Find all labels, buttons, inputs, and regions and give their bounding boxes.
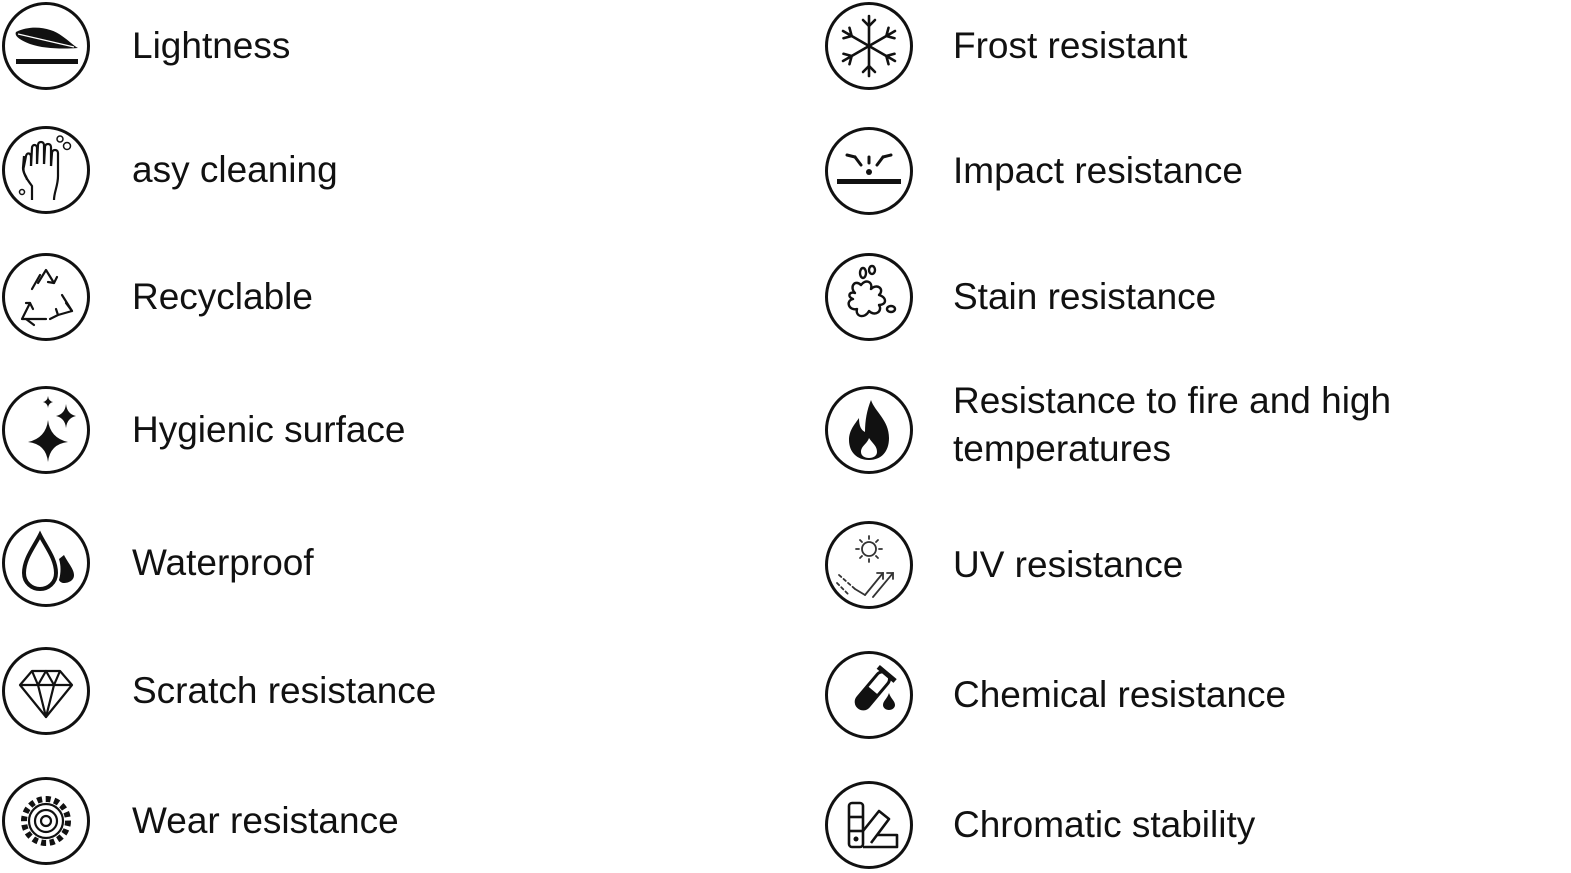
feature-chemical-resistance [825,651,1286,739]
feature-stain-resistance [825,253,1216,341]
test-tube-icon [825,651,913,739]
feature-hygienic-surface [2,386,406,474]
feature-recyclable [2,253,313,341]
feature-uv-resistance [825,521,1183,609]
feature-fire-resistance [825,376,1473,474]
feature-impact-resistance [825,127,1243,215]
feature-frost-resistant [825,2,1187,90]
gear-icon [2,777,90,865]
feature-label: Lightness [132,25,291,66]
uv-sun-icon [825,521,913,609]
diamond-icon [2,647,90,735]
recycle-icon [2,253,90,341]
water-drops-icon [2,519,90,607]
hand-cleaning-icon [2,126,90,214]
feature-label: Chemical resistance [953,674,1287,715]
feature-label: Frost resistant [953,25,1188,66]
sparkles-icon [2,386,90,474]
color-swatch-icon [825,781,913,869]
feature-label: Stain resistance [953,276,1217,317]
feature-label: Wear resistance [132,800,399,841]
stain-splash-icon [825,253,913,341]
feature-label: asy cleaning [132,149,338,190]
feature-label: Impact resistance [953,150,1243,191]
feature-label: Resistance to fire and high temperatures [953,380,1392,469]
feature-label: Hygienic surface [132,409,406,450]
feature-label: Chromatic stability [953,804,1256,845]
feature-label: Recyclable [132,276,313,317]
feature-lightness [2,2,290,90]
feature-wear-resistance [2,777,399,865]
feature-label: UV resistance [953,544,1184,585]
feature-easy-cleaning [2,126,338,214]
feature-chromatic-stability [825,781,1255,869]
impact-icon [825,127,913,215]
feature-waterproof [2,519,314,607]
feature-label: Scratch resistance [132,670,437,711]
feature-label: Waterproof [132,542,314,583]
flame-icon [825,386,913,474]
feather-icon [2,2,90,90]
snowflake-icon [825,2,913,90]
feature-scratch-resistance [2,647,436,735]
